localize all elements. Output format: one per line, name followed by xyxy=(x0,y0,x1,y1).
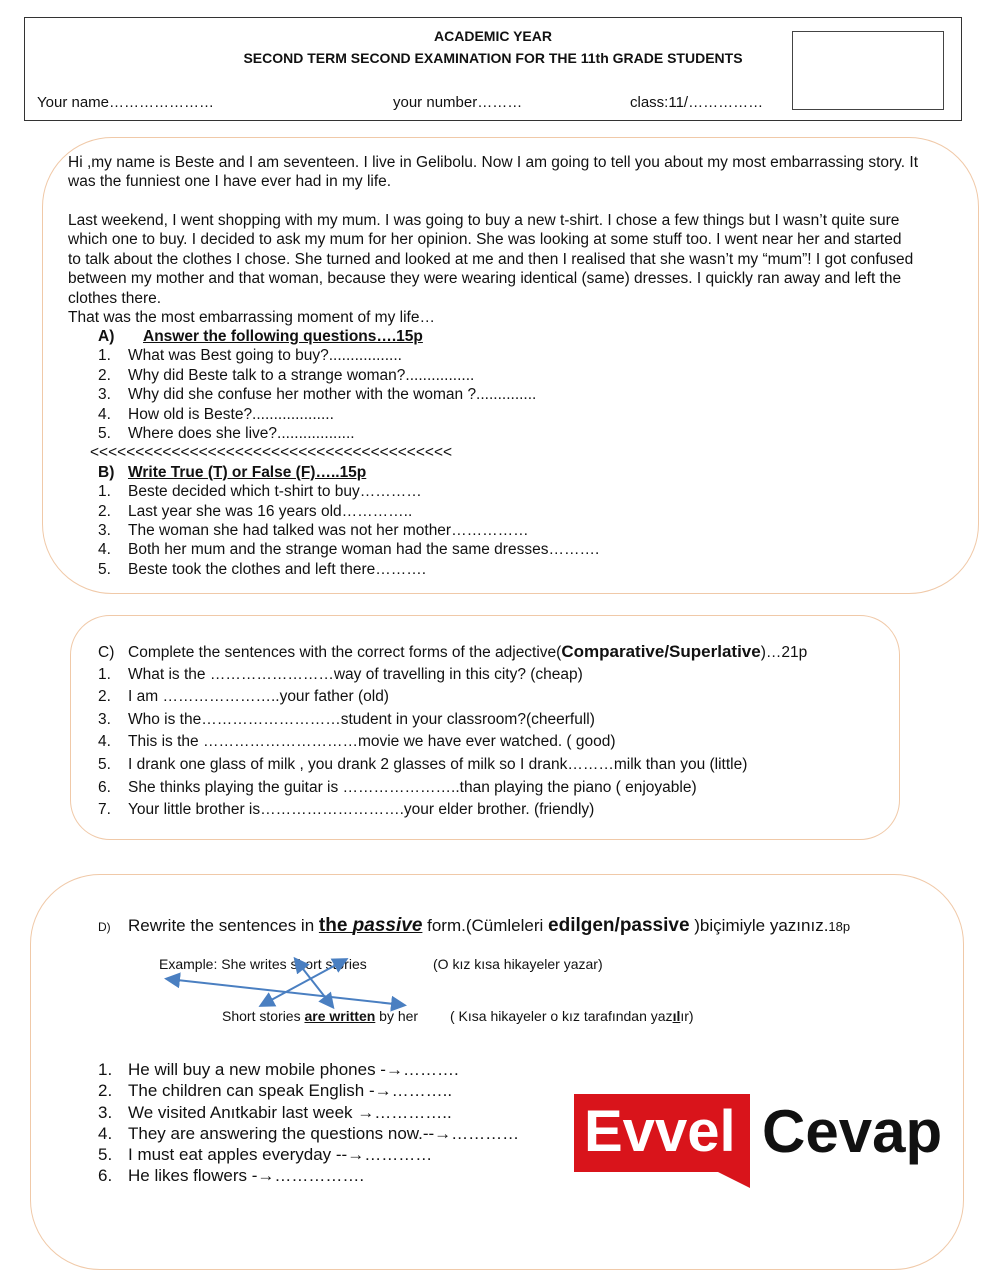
list-item: 6. He likes flowers -→……………. xyxy=(98,1166,365,1186)
list-item: 3. We visited Anıtkabir last week →………….. xyxy=(98,1102,452,1122)
score-box xyxy=(792,31,944,110)
list-item: 2. I am …………………..your father (old) xyxy=(98,688,389,706)
example-passive: Short stories are written by her xyxy=(222,1008,419,1024)
separator: <<<<<<<<<<<<<<<<<<<<<<<<<<<<<<<<<<<<<<<< xyxy=(90,444,453,462)
example-active: Example: She writes short stories xyxy=(159,956,367,972)
list-item: 2. Why did Beste talk to a strange woman?................ xyxy=(98,366,475,384)
number-field[interactable]: your number……… xyxy=(393,94,523,111)
reading-paragraph-1: Hi ,my name is Beste and I am seventeen. I live in Gelibolu. Now I am going to tell you about my most embarrassing story. It was the funniest one I have ever had in my life. xyxy=(68,154,919,191)
list-item: 4. This is the …………………………movie we have ever watched. ( good) xyxy=(98,733,616,751)
list-item: 5. Where does she live?.................. xyxy=(98,424,355,442)
list-item: 5. Beste took the clothes and left there………. xyxy=(98,560,427,578)
list-item: 3. Why did she confuse her mother with the woman ?.............. xyxy=(98,386,537,404)
example-arrows xyxy=(150,950,430,1015)
list-item: 1. Beste decided which t-shirt to buy………… xyxy=(98,483,422,501)
list-item: 4. They are answering the questions now.--→………… xyxy=(98,1123,520,1143)
list-item: 5. I drank one glass of milk , you drank 2 glasses of milk so I drank………milk than you (little) xyxy=(98,755,748,773)
class-field[interactable]: class:11/…………… xyxy=(630,94,764,111)
list-item: 3. Who is the………………………student in your classroom?(cheerfull) xyxy=(98,710,595,728)
reading-paragraph-3: That was the most embarrassing moment of my life… xyxy=(68,309,435,326)
list-item: 7. Your little brother is……………………….your elder brother. (friendly) xyxy=(98,801,595,819)
example-active-translation: (O kız kısa hikayeler yazar) xyxy=(433,956,603,972)
academic-year-title: ACADEMIC YEAR xyxy=(434,28,552,44)
section-b-title: Write True (T) or False (F)…..15p xyxy=(128,463,367,481)
section-d-list xyxy=(98,1059,519,1187)
list-item: 1. He will buy a new mobile phones -→………. xyxy=(98,1060,459,1079)
section-c: C) Complete the sentences with the correct forms of the adjective(Comparative/Superlative)…21p 1. What is the ……………………way of travelling in this city? (cheap) 2. I am …………………..your father (old) 3. Who is the………………………student in your classroom?(cheerfull) 4. This is the …………………………movie we have ever watched. ( good) 5. I drank one glass of milk , you drank 2 glasses of milk so I drank………milk than you (little) 6. She thinks playing the guitar is …………………..than playing the piano ( enjoyable) 7. Your little brother is……………………….your elder brother. (friendly) xyxy=(98,641,807,822)
list-item: 1. What was Best going to buy?................. xyxy=(98,347,402,365)
section-a-title: Answer the following questions….15p xyxy=(143,328,423,345)
list-item: 4. Both her mum and the strange woman had the same dresses………. xyxy=(98,541,600,559)
reading-paragraph-2: Last weekend, I went shopping with my mum. I was going to buy a new t-shirt. I chose a few things but I wasn’t quite sure which one to buy. I decided to ask my mum for her opinion. She was looking at some stuff too. I went near her and started to talk about the clothes I chose. She turned and looked at me and then I realised that she wasn’t my “mum”! I got confused between my mother and that woman, because they were wearing identical (same) dresses. I quickly ran away and left the clothes there. xyxy=(68,212,914,307)
section-d-title: D) Rewrite the sentences in the passive form.(Cümleleri edilgen/passive )biçimiyle yazınız.18p xyxy=(98,915,851,936)
example-passive-translation: ( Kısa hikayeler o kız tarafından yazılır) xyxy=(450,1008,694,1024)
list-item: 4. How old is Beste?................... xyxy=(98,405,334,423)
exam-title: SECOND TERM SECOND EXAMINATION FOR THE 11th GRADE STUDENTS xyxy=(243,50,743,66)
section-b-letter: B) xyxy=(98,463,115,481)
arrow xyxy=(262,960,345,1005)
list-item: 6. She thinks playing the guitar is …………………..than playing the piano ( enjoyable) xyxy=(98,778,697,796)
section-a xyxy=(90,327,600,579)
name-field[interactable]: Your name………………… xyxy=(37,94,214,111)
exam-header xyxy=(24,17,962,121)
section-a-letter: A) xyxy=(98,328,115,345)
list-item: 2. Last year she was 16 years old………….. xyxy=(98,502,413,520)
list-item: 1. What is the ……………………way of travelling in this city? (cheap) xyxy=(98,665,583,683)
list-item: 2. The children can speak English -→……….. xyxy=(98,1081,453,1101)
list-item: 3. The woman she had talked was not her mother…………… xyxy=(98,521,529,539)
list-item: 5. I must eat apples everyday --→………… xyxy=(98,1145,433,1165)
